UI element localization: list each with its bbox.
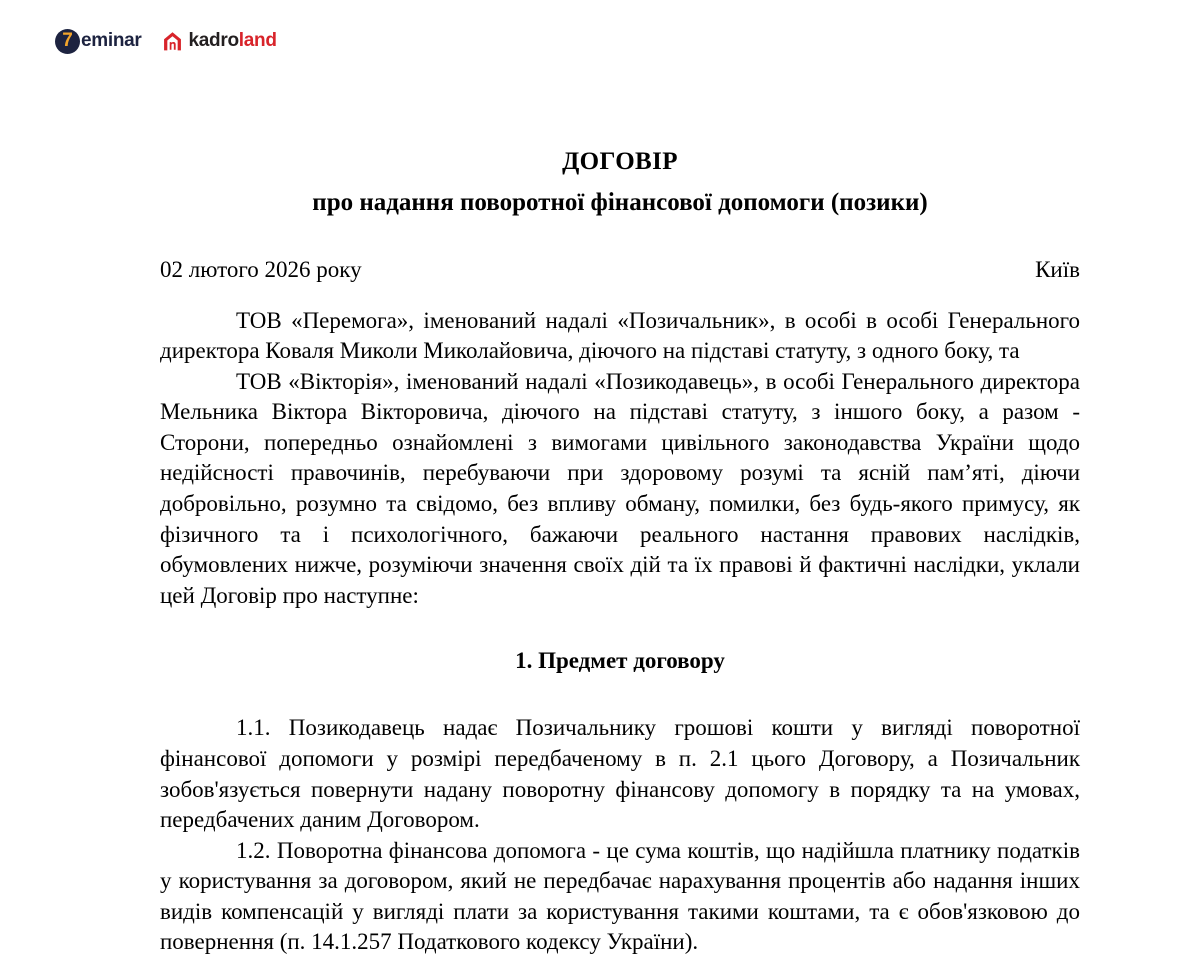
kadroland-word-dark: kadro xyxy=(188,30,239,51)
kadroland-word-red: land xyxy=(238,30,277,51)
seminar-logo[interactable] xyxy=(55,29,142,54)
dateline xyxy=(160,256,1080,284)
intro-borrower-paragraph: ТОВ «Перемога», іменований надалі «Позичальник», в особі в особі Генерального директора Коваля Миколи Миколайовича, діючого на підставі статуту, з одного боку, та xyxy=(160,307,1080,364)
document-date: 02 лютого 2026 року xyxy=(160,257,362,282)
seminar-wordmark: eminar xyxy=(81,30,142,51)
seminar-mark-char: 7 xyxy=(62,29,73,51)
document-subtitle: про надання поворотної фінансової допомоги (позики) xyxy=(312,188,928,216)
section-heading-1: 1. Предмет договору xyxy=(515,648,725,674)
clause-1-2: 1.2. Поворотна фінансова допомога - це сума коштів, що надійшла платнику податків у користування за договором, який не передбачає нарахування процентів або надання інших видів компенсацій у вигляді плати за користування такими коштами, та є обов'язковою до повернення (п. 14.1.257 Податкового кодексу України). xyxy=(160,837,1080,955)
document-city: Київ xyxy=(1035,257,1080,282)
intro-lender-paragraph: ТОВ «Вікторія», іменований надалі «Позикодавець», в особі Генерального директора Мельника Віктора Вікторовича, діючого на підставі статуту, з іншого боку, а разом - Сторони, попередньо ознайомлені з вимогами цивільного законодавства України щодо недійсності правочинів, перебуваючи при здоровому розумі та ясній пам’яті, діючи добровільно, розумно та свідомо, без впливу обману, помилки, без будь-якого примусу, як фізичного та і психологічного, бажаючи реального настання правових наслідків, обумовлених нижче, розуміючи значення своїх дій та їх правові й фактичні наслідки, уклали цей Договір про наступне: xyxy=(160,368,1080,608)
document-title: ДОГОВІР xyxy=(562,148,678,175)
document-body xyxy=(160,0,1080,958)
clause-1-1: 1.1. Позикодавець надає Позичальнику грошові кошти у вигляді поворотної фінансової допомоги у розмірі передбаченому в п. 2.1 цього Договору, а Позичальник зобов'язується повернути надану поворотну фінансову допомогу в порядку та на умовах, передбачених даним Договором. xyxy=(160,715,1080,833)
seminar-seven-icon xyxy=(55,29,80,54)
